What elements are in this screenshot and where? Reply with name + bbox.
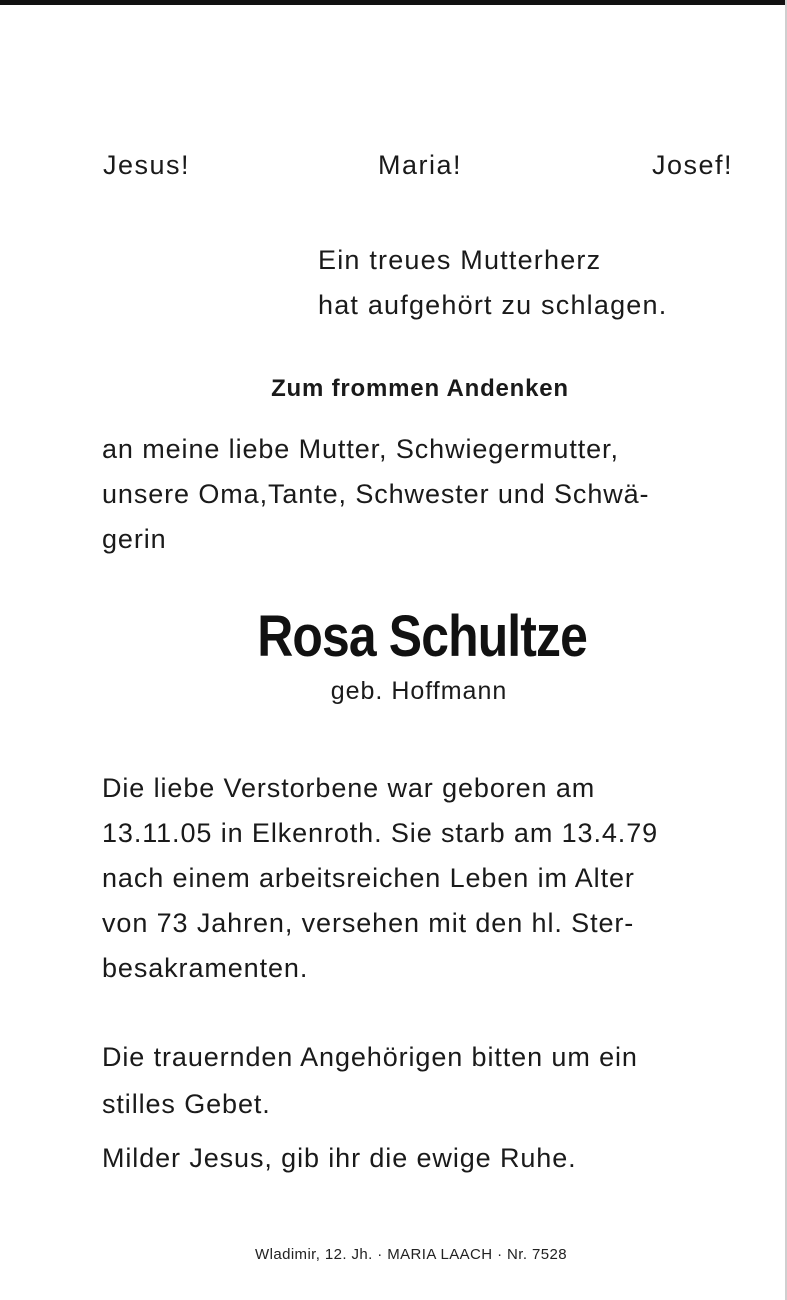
- motto-line: hat aufgehört zu schlagen.: [318, 290, 668, 320]
- prayer-request-line: stilles Gebet.: [102, 1089, 271, 1119]
- dedication-text: [102, 427, 649, 562]
- biography-text: [102, 766, 658, 991]
- prayer-request-line: Die trauernden Angehörigen bitten um ein: [102, 1042, 638, 1072]
- invocation-jesus: Jesus!: [103, 150, 191, 180]
- prayer-request: [102, 1034, 638, 1128]
- biography-line: von 73 Jahren, versehen mit den hl. Ster-: [102, 908, 635, 938]
- dedication-line: gerin: [102, 524, 167, 554]
- biography-line: Die liebe Verstorbene war geboren am: [102, 773, 596, 803]
- biography-line: 13.11.05 in Elkenroth. Sie starb am 13.4.79: [102, 818, 659, 848]
- closing-prayer: Milder Jesus, gib ihr die ewige Ruhe.: [102, 1143, 577, 1173]
- publisher-imprint: Wladimir, 12. Jh. · MARIA LAACH · Nr. 7528: [255, 1246, 567, 1263]
- dedication-line: unsere Oma,Tante, Schwester und Schwä-: [102, 479, 650, 509]
- motto: [318, 238, 667, 328]
- biography-line: nach einem arbeitsreichen Leben im Alter: [102, 863, 635, 893]
- motto-line: Ein treues Mutterherz: [318, 245, 602, 275]
- biography-line: besakramenten.: [102, 953, 309, 983]
- top-border-rule: [0, 0, 787, 5]
- dedication-line: an meine liebe Mutter, Schwiegermutter,: [102, 434, 619, 464]
- invocation-josef: Josef!: [652, 150, 734, 180]
- invocation-maria: Maria!: [378, 150, 463, 180]
- deceased-name: Rosa Schultze: [257, 604, 588, 669]
- birth-name: geb. Hoffmann: [330, 677, 508, 705]
- andenken-heading: Zum frommen Andenken: [271, 375, 569, 402]
